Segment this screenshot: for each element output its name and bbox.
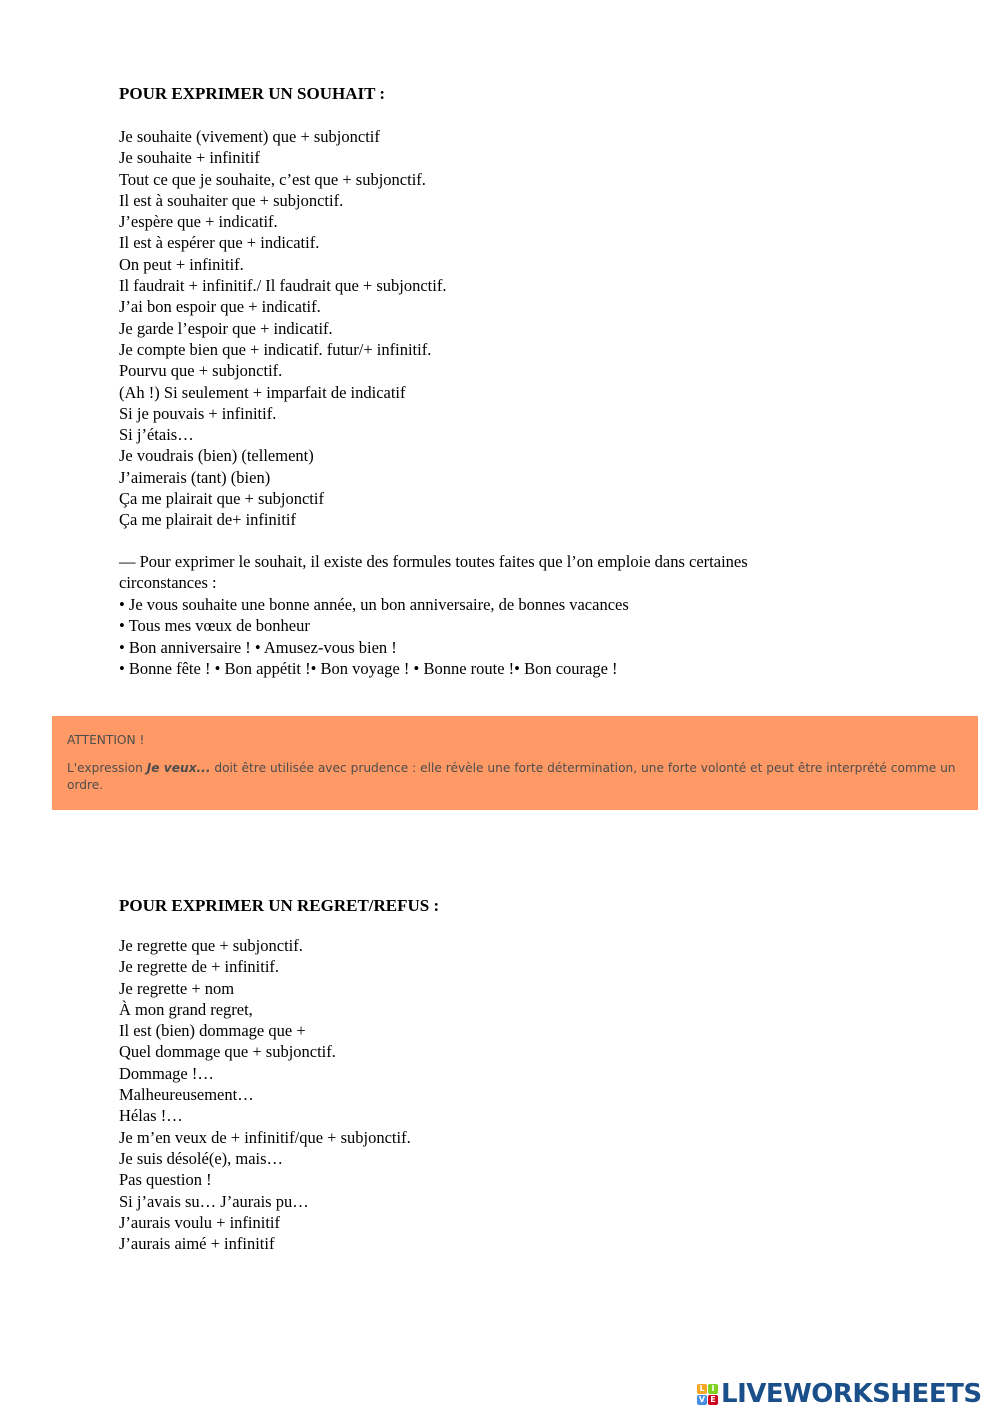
list-item: Je suis désolé(e), mais… [119, 1148, 284, 1168]
list-item: Hélas !… [119, 1106, 183, 1126]
attention-body-prefix: L'expression [67, 761, 147, 775]
list-item: Il est à souhaiter que + subjonctif. [119, 190, 344, 210]
attention-title: ATTENTION ! [67, 733, 145, 747]
list-item: Malheureusement… [119, 1085, 254, 1105]
souhait-intro-paragraph: — Pour exprimer le souhait, il existe des formules toutes faites que l’on emploie dans certaines circonstances : [119, 552, 748, 593]
list-item: (Ah !) Si seulement + imparfait de indicatif [119, 382, 406, 402]
list-item: Il faudrait + infinitif./ Il faudrait que + subjonctif. [119, 276, 447, 296]
attention-emphasis: Je veux... [146, 761, 211, 775]
list-item: Je m’en veux de + infinitif/que + subjonctif. [119, 1127, 411, 1147]
list-item: J’espère que + indicatif. [119, 212, 278, 232]
list-item: • Bonne fête ! • Bon appétit !• Bon voyage ! • Bonne route !• Bon courage ! [119, 658, 618, 678]
list-item: Si je pouvais + infinitif. [119, 403, 277, 423]
list-item: J’aurais voulu + infinitif [119, 1212, 280, 1232]
attention-box [52, 716, 978, 810]
list-item: On peut + infinitif. [119, 254, 244, 274]
list-item: Ça me plairait que + subjonctif [119, 489, 324, 509]
liveworksheets-logo [697, 1379, 982, 1409]
list-item: Je regrette de + infinitif. [119, 957, 280, 977]
list-item: Je compte bien que + indicatif. futur/+ infinitif. [119, 339, 432, 359]
logo-text: LIVEWORKSHEETS [721, 1379, 982, 1409]
list-item: Je voudrais (bien) (tellement) [119, 446, 314, 466]
list-item: Pourvu que + subjonctif. [119, 361, 283, 381]
list-item: À mon grand regret, [119, 999, 253, 1019]
list-item: • Je vous souhaite une bonne année, un bon anniversaire, de bonnes vacances [119, 595, 629, 614]
souhait-expression-list [119, 126, 446, 531]
list-item: Je regrette que + subjonctif. [119, 936, 303, 955]
list-item: Je regrette + nom [119, 978, 235, 998]
list-item: Dommage !… [119, 1063, 214, 1083]
list-item: Il est (bien) dommage que + [119, 1021, 306, 1041]
list-item: Il est à espérer que + indicatif. [119, 233, 320, 253]
list-item: Quel dommage que + subjonctif. [119, 1042, 336, 1062]
list-item: • Tous mes vœux de bonheur [119, 616, 310, 636]
regret-expression-list [119, 935, 411, 1254]
logo-tile: L [697, 1384, 707, 1394]
logo-tile: E [708, 1395, 718, 1405]
logo-icon [697, 1384, 718, 1405]
souhait-formula-list [119, 594, 629, 679]
list-item: Si j’étais… [119, 425, 194, 445]
list-item: Pas question ! [119, 1170, 212, 1190]
list-item: Je souhaite + infinitif [119, 148, 260, 168]
list-item: Je souhaite (vivement) que + subjonctif [119, 127, 380, 146]
list-item: J’aurais aimé + infinitif [119, 1234, 275, 1254]
list-item: • Bon anniversaire ! • Amusez-vous bien ! [119, 637, 397, 657]
attention-body-suffix: doit être utilisée avec prudence : elle révèle une forte détermination, une forte volonté et peut être interprété comme un ordre. [67, 761, 956, 792]
section-heading-souhait: POUR EXPRIMER UN SOUHAIT : [119, 84, 386, 103]
section-heading-regret: POUR EXPRIMER UN REGRET/REFUS : [119, 896, 440, 915]
list-item: Tout ce que je souhaite, c’est que + subjonctif. [119, 169, 426, 189]
list-item: J’ai bon espoir que + indicatif. [119, 297, 321, 317]
attention-body [67, 760, 963, 794]
list-item: J’aimerais (tant) (bien) [119, 467, 271, 487]
logo-tile: V [698, 1394, 706, 1404]
list-item: Ça me plairait de+ infinitif [119, 510, 297, 530]
list-item: Si j’avais su… J’aurais pu… [119, 1191, 309, 1211]
list-item: Je garde l’espoir que + indicatif. [119, 318, 333, 338]
logo-tile: I [708, 1384, 718, 1394]
